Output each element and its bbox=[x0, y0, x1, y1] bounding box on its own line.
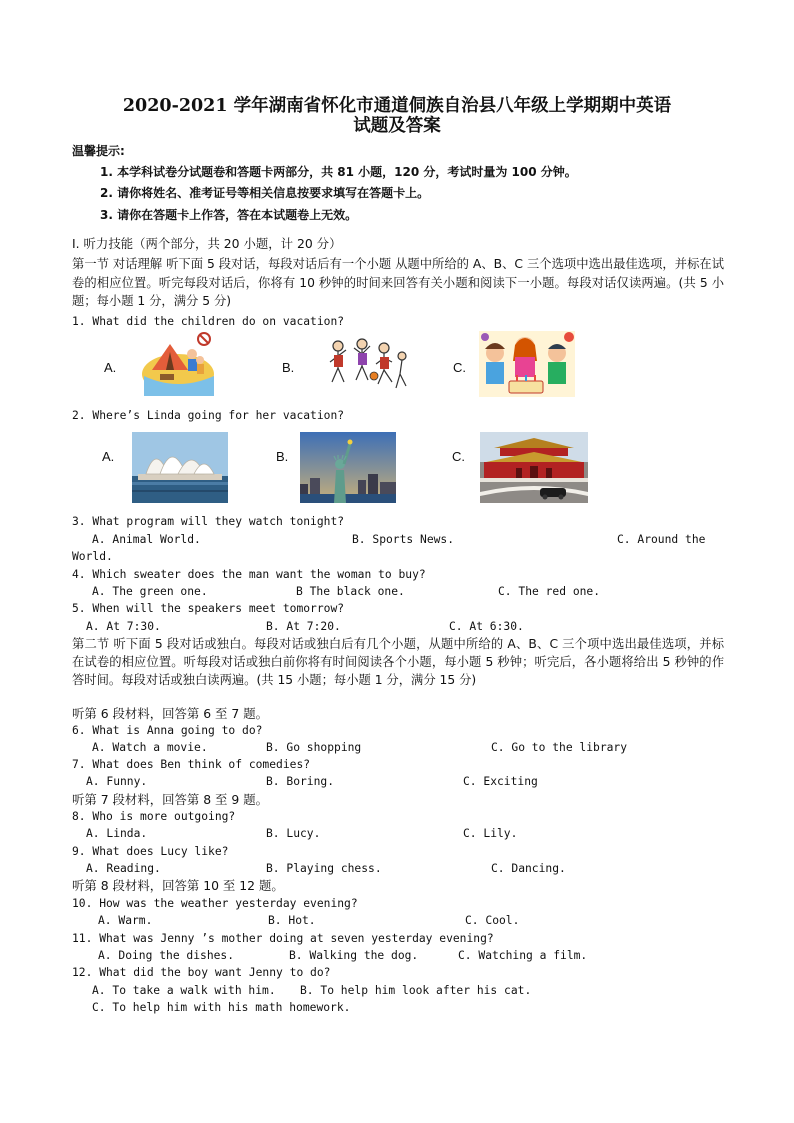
q6-option-b: B. Go shopping bbox=[266, 741, 362, 754]
q4-option-a: A. The green one. bbox=[92, 585, 208, 598]
q2-option-a-label: A. bbox=[102, 449, 115, 464]
question-1: 1. What did the children do on vacation? bbox=[72, 315, 345, 328]
q4-option-b: B The black one. bbox=[296, 585, 405, 598]
q4-option-c: C. The red one. bbox=[498, 585, 601, 598]
material-7-instruction: 听第 7 段材料，回答第 8 至 9 题。 bbox=[72, 792, 268, 807]
q3-option-c: C. Around the bbox=[617, 533, 706, 546]
q7-option-c: C. Exciting bbox=[463, 775, 538, 788]
q12-option-c: C. To help him with his math homework. bbox=[92, 1001, 351, 1014]
q9-option-a: A. Reading. bbox=[86, 862, 161, 875]
q3-option-a: A. Animal World. bbox=[92, 533, 201, 546]
question-2: 2. Where’s Linda going for her vacation? bbox=[72, 409, 345, 422]
birthday-party-picture bbox=[479, 331, 575, 397]
q3-option-b: B. Sports News. bbox=[352, 533, 455, 546]
statue-of-liberty-picture bbox=[300, 432, 396, 503]
q10-option-c: C. Cool. bbox=[465, 914, 520, 927]
part2-intro: 第二节 听下面 5 段对话或独白。每段对话或独白后有几个小题，从题中所给的 A、B、C 三个项中选出最佳选项，并标在试卷的相应位置。听每段对话或独白前你将有时间阅读各个小题，每小题 5 秒钟；听完后，各小题将给出 5 秒钟的作答时间。每段对话或独白读两遍。(共 15 小题；每小题 1 分，满分 15 分) bbox=[72, 637, 724, 687]
q3-option-c-continued: World. bbox=[72, 550, 113, 563]
tip-item-3: 3. 请你在答题卡上作答，答在本试题卷上无效。 bbox=[100, 208, 358, 222]
q6-option-a: A. Watch a movie. bbox=[92, 741, 208, 754]
basketball-picture bbox=[322, 336, 410, 396]
question-11: 11. What was Jenny ’s mother doing at seven yesterday evening? bbox=[72, 932, 494, 945]
tip-item-2: 2. 请你将姓名、准考证号等相关信息按要求填写在答题卡上。 bbox=[100, 186, 430, 200]
q7-option-a: A. Funny. bbox=[86, 775, 148, 788]
q5-option-a: A. At 7:30. bbox=[86, 620, 161, 633]
question-6: 6. What is Anna going to do? bbox=[72, 724, 263, 737]
camping-picture bbox=[140, 330, 216, 396]
q8-option-a: A. Linda. bbox=[86, 827, 148, 840]
question-5: 5. When will the speakers meet tomorrow? bbox=[72, 602, 345, 615]
q11-option-c: C. Watching a film. bbox=[458, 949, 588, 962]
q9-option-c: C. Dancing. bbox=[491, 862, 566, 875]
q10-option-b: B. Hot. bbox=[268, 914, 316, 927]
q12-option-a: A. To take a walk with him. bbox=[92, 984, 276, 997]
part1-intro: 第一节 对话理解 听下面 5 段对话，每段对话后有一个小题 从题中所给的 A、B、C 三个选项中选出最佳选项，并标在试卷的相应位置。听完每段对话后，你将有 10 秒钟的时间来回答有关小题和阅读下一小题。每段对话仅读两遍。(共 5 小题；每小题 1 分，满分 5 分) bbox=[72, 257, 724, 308]
question-9: 9. What does Lucy like? bbox=[72, 845, 229, 858]
section1-heading: I. 听力技能（两个部分，共 20 小题，计 20 分） bbox=[72, 236, 342, 251]
q2-option-b-label: B. bbox=[276, 449, 289, 464]
q1-option-a-label: A. bbox=[104, 360, 117, 375]
q6-option-c: C. Go to the library bbox=[491, 741, 628, 754]
exam-title-line1: 2020-2021 学年湖南省怀化市通道侗族自治县八年级上学期期中英语 bbox=[122, 96, 672, 116]
tips-heading: 温馨提示: bbox=[72, 144, 125, 158]
question-7: 7. What does Ben think of comedies? bbox=[72, 758, 311, 771]
q12-option-b: B. To help him look after his cat. bbox=[300, 984, 532, 997]
question-12: 12. What did the boy want Jenny to do? bbox=[72, 966, 331, 979]
tiananmen-picture bbox=[480, 432, 588, 503]
question-8: 8. Who is more outgoing? bbox=[72, 810, 236, 823]
q7-option-b: B. Boring. bbox=[266, 775, 335, 788]
q1-option-c-label: C. bbox=[453, 360, 466, 375]
exam-title-line2: 试题及答案 bbox=[353, 116, 441, 136]
sydney-opera-house-picture bbox=[132, 432, 228, 503]
q11-option-a: A. Doing the dishes. bbox=[98, 949, 235, 962]
q8-option-c: C. Lily. bbox=[463, 827, 518, 840]
tip-item-1: 1. 本学科试卷分试题卷和答题卡两部分，共 81 小题，120 分，考试时量为 100 分钟。 bbox=[100, 165, 577, 179]
q8-option-b: B. Lucy. bbox=[266, 827, 321, 840]
material-6-instruction: 听第 6 段材料，回答第 6 至 7 题。 bbox=[72, 706, 268, 721]
q11-option-b: B. Walking the dog. bbox=[289, 949, 419, 962]
q2-option-c-label: C. bbox=[452, 449, 465, 464]
question-3: 3. What program will they watch tonight? bbox=[72, 515, 345, 528]
q1-option-b-label: B. bbox=[282, 360, 295, 375]
material-8-instruction: 听第 8 段材料，回答第 10 至 12 题。 bbox=[72, 878, 284, 893]
q5-option-c: C. At 6:30. bbox=[449, 620, 524, 633]
q5-option-b: B. At 7:20. bbox=[266, 620, 341, 633]
question-10: 10. How was the weather yesterday evening? bbox=[72, 897, 358, 910]
question-4: 4. Which sweater does the man want the woman to buy? bbox=[72, 568, 426, 581]
q9-option-b: B. Playing chess. bbox=[266, 862, 382, 875]
q10-option-a: A. Warm. bbox=[98, 914, 153, 927]
